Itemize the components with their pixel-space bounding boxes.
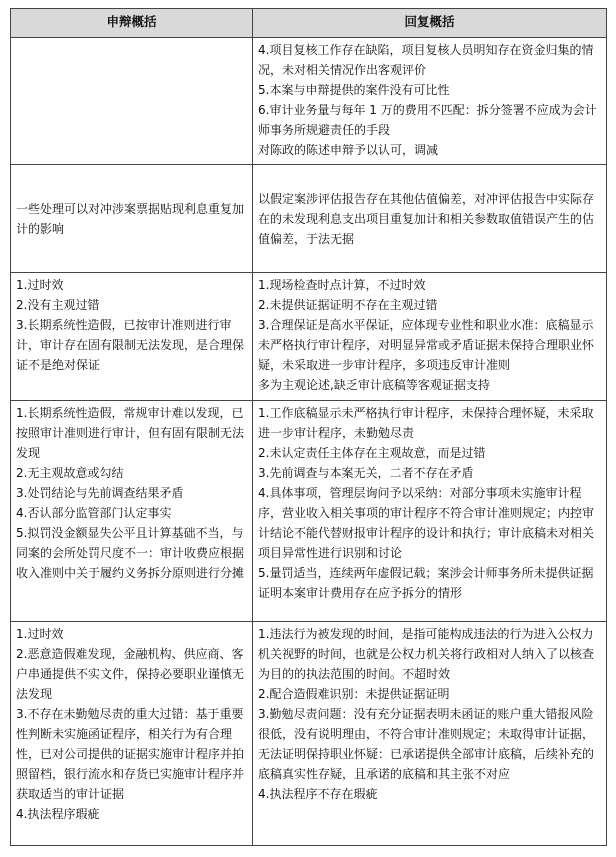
reply-cell — [253, 38, 607, 165]
appeal-line: 4.否认部分监管部门认定事实 — [16, 506, 172, 520]
appeal-cell — [11, 38, 253, 165]
header-reply-summary: 回复概括 — [253, 9, 607, 38]
appeal-cell — [11, 165, 253, 273]
reply-cell — [253, 273, 607, 401]
appeal-line: 2.无主观故意或勾结 — [16, 466, 124, 480]
reply-line: 5.本案与申辩提供的案件没有可比性 — [258, 83, 450, 97]
appeal-line: 2.没有主观过错 — [16, 298, 100, 312]
header-appeal-summary: 申辩概括 — [11, 9, 253, 38]
reply-line: 2.配合造假难识别：未提供证据证明 — [258, 687, 450, 701]
table-row — [11, 273, 607, 401]
reply-line: 4.项目复核工作存在缺陷，项目复核人员明知存在资金归集的情况，未对相关情况作出客观评价 — [258, 43, 594, 77]
reply-line: 1.违法行为被发现的时间，是指可能构成违法的行为进入公权力机关视野的时间，也就是公权力机关将行政相对人纳入了以核查为目的的执法范围的时间。不超时效 — [258, 627, 595, 681]
reply-line: 3.合理保证是高水平保证，应体现专业性和职业水准：底稿显示未严格执行审计程序，对明显异常或矛盾证据未保持合理职业怀疑，未采取进一步审计程序，多项违反审计准则 — [258, 318, 595, 372]
appeal-cell — [11, 401, 253, 622]
table-row — [11, 165, 607, 273]
appeal-line: 1.过时效 — [16, 627, 64, 641]
appeal-line: 3.不存在未勤勉尽责的重大过错：基于重要性判断未实施函证程序，相关行为有合理性，已对公司提供的证据实施审计程序并拍照留档，银行流水和存货已实施审计程序并获取适当的审计证据 — [16, 707, 245, 801]
reply-line: 2.未提供证据证明不存在主观过错 — [258, 298, 438, 312]
table-header-row — [11, 9, 607, 38]
reply-line: 1.现场检查时点计算，不过时效 — [258, 278, 426, 292]
reply-line: 6.审计业务量与每年 1 万的费用不匹配：拆分签署不应成为会计师事务所规避责任的手段 — [258, 103, 597, 137]
reply-cell — [253, 401, 607, 622]
reply-line: 3.先前调查与本案无关，二者不存在矛盾 — [258, 466, 474, 480]
reply-line: 5.量罚适当，连续两年虚假记载；案涉会计师事务所未提供证据证明本案审计费用存在应予拆分的情形 — [258, 566, 594, 600]
reply-cell — [253, 165, 607, 273]
appeal-line: 1.长期系统性造假，常规审计难以发现，已按照审计准则进行审计，但有固有限制无法发现 — [16, 406, 245, 460]
appeal-line: 3.长期系统性造假，已按审计准则进行审计，审计存在固有限制无法发现，是合理保证不是绝对保证 — [16, 318, 245, 372]
table-body — [11, 38, 607, 846]
appeal-cell — [11, 273, 253, 401]
appeal-line: 4.执法程序瑕疵 — [16, 807, 100, 821]
reply-line: 1.工作底稿显示未严格执行审计程序，未保持合理怀疑，未采取进一步审计程序，未勤勉尽责 — [258, 406, 594, 440]
reply-line: 4.具体事项，管理层询问予以采纳：对部分事项未实施审计程序，营业收入相关事项的审计程序不符合审计准则规定；内控审计结论不能代替财报审计程序的设计和执行；审计底稿未对相关项目异常性进行识别和讨论 — [258, 486, 595, 560]
appeal-line: 2.恶意造假难发现，金融机构、供应商、客户串通提供不实文件，保持必要职业谨慎无法发现 — [16, 647, 245, 701]
appeal-cell — [11, 622, 253, 846]
table-row — [11, 401, 607, 622]
appeal-line: 3.处罚结论与先前调查结果矛盾 — [16, 486, 184, 500]
table-row — [11, 38, 607, 165]
appeal-line: 5.拟罚没金额显失公平且计算基础不当，与同案的会所处罚尺度不一：审计收费应根据收入准则中关于履约义务拆分原则进行分摊 — [16, 526, 245, 580]
reply-cell — [253, 622, 607, 846]
reply-line: 2.未认定责任主体存在主观故意，而是过错 — [258, 446, 486, 460]
appeal-summary-table — [10, 8, 607, 846]
reply-line: 多为主观论述,缺乏审计底稿等客观证据支持 — [258, 378, 490, 392]
appeal-line: 1.过时效 — [16, 278, 64, 292]
table-row — [11, 622, 607, 846]
reply-line: 3.勤勉尽责问题：没有充分证据表明未函证的账户重大错报风险很低，没有说明理由，不符合审计准则规定；未取得审计证据，无法证明保持职业怀疑：已承诺提供全部审计底稿，后续补充的底稿真实性存疑，且承诺的底稿和其主张不对应 — [258, 707, 595, 781]
reply-line: 4.执法程序不存在瑕疵 — [258, 787, 378, 801]
reply-line: 以假定案涉评估报告存在其他估值偏差，对冲评估报告中实际存在的未发现利息支出项目重复加计和相关参数取值错误产生的估值偏差，于法无据 — [258, 191, 595, 246]
appeal-line: 一些处理可以对冲涉案票据贴现利息重复加计的影响 — [16, 201, 245, 236]
reply-line: 对陈政的陈述申辩予以认可，调减 — [258, 143, 439, 157]
